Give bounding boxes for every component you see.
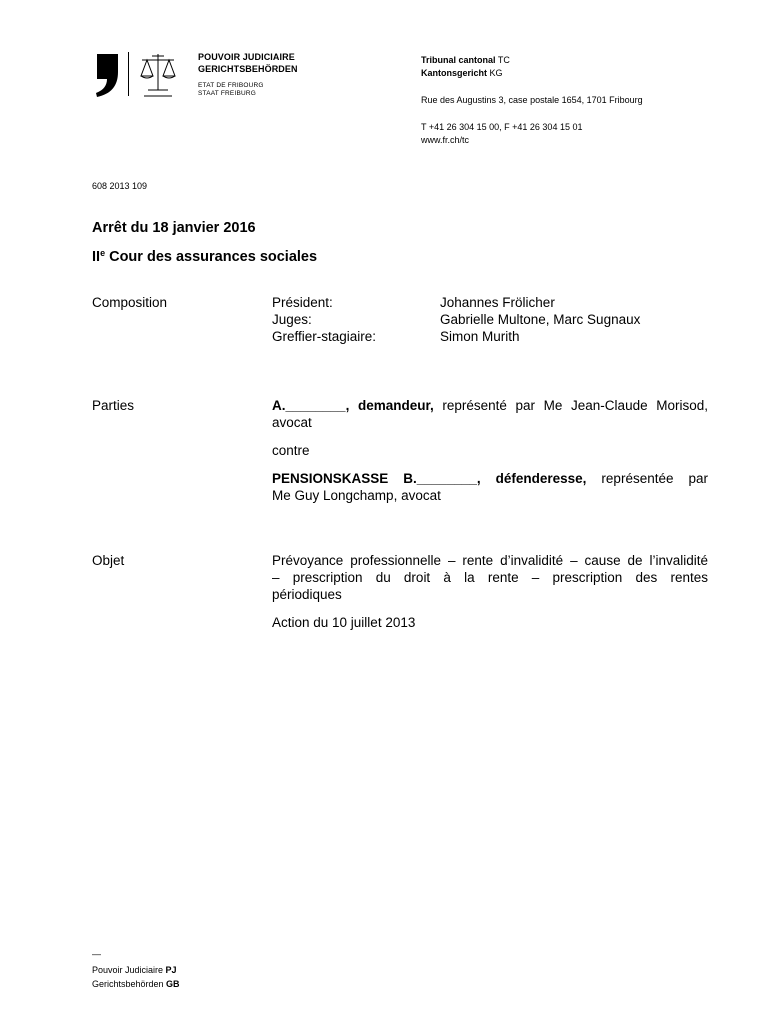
decision-title: Arrêt du 18 janvier 2016 <box>92 220 256 236</box>
defendant-representation: représentée par <box>586 471 708 486</box>
footer-line2 <box>92 978 180 991</box>
plaintiff-name: A.________, demandeur, <box>272 398 434 413</box>
plaintiff-representation: représenté par Me Jean-Claude Morisod, <box>433 398 708 413</box>
plaintiff-line1 <box>272 397 708 414</box>
role-president: Président: <box>272 295 333 310</box>
action-date: Action du 10 juillet 2013 <box>272 615 416 630</box>
org-name-de: GERICHTSBEHÖRDEN <box>198 64 298 74</box>
court-chamber-name: Cour des assurances sociales <box>105 249 318 265</box>
object-label: Objet <box>92 553 125 568</box>
name-clerk: Simon Murith <box>440 329 520 344</box>
composition-label: Composition <box>92 295 168 310</box>
footer-pj-text: Pouvoir Judiciaire <box>92 965 166 975</box>
tribunal-cantonal-abbr: TC <box>497 55 510 65</box>
object-line2: – prescription du droit à la rente – prescription des rentes <box>272 570 708 585</box>
tribunal-cantonal-name: Tribunal cantonal <box>421 55 496 65</box>
footer-gb-bold: GB <box>166 979 180 989</box>
object-line1: Prévoyance professionnelle – rente d’invalidité – cause de l’invalidité <box>272 553 708 568</box>
name-judges: Gabrielle Multone, Marc Sugnaux <box>440 312 641 327</box>
plaintiff-line2: avocat <box>272 415 312 430</box>
role-clerk: Greffier-stagiaire: <box>272 329 377 344</box>
versus: contre <box>272 443 310 458</box>
court-website: www.fr.ch/tc <box>421 135 470 145</box>
defendant-name: PENSIONSKASSE B.________, défenderesse, <box>272 471 587 486</box>
court-chamber-roman: II <box>92 249 101 265</box>
footer-pj-bold: PJ <box>165 965 177 975</box>
state-name-fr: ETAT DE FRIBOURG <box>198 82 264 89</box>
fribourg-comma-logo-icon <box>91 52 121 98</box>
role-judges: Juges: <box>272 312 312 327</box>
footer-line1 <box>92 964 177 977</box>
reference-number: 608 2013 109 <box>92 181 148 191</box>
kantonsgericht <box>421 68 503 79</box>
kantonsgericht-abbr: KG <box>489 68 503 78</box>
kantonsgericht-name: Kantonsgericht <box>421 68 488 78</box>
parties-label: Parties <box>92 398 135 413</box>
defendant-line2: Me Guy Longchamp, avocat <box>272 488 441 503</box>
court-address: Rue des Augustins 3, case postale 1654, 1701 Fribourg <box>421 95 643 105</box>
org-name-fr: POUVOIR JUDICIAIRE <box>198 52 295 62</box>
court-phone: T +41 26 304 15 00, F +41 26 304 15 01 <box>421 122 583 132</box>
tribunal-cantonal <box>421 55 510 66</box>
court-chamber-sup: e <box>100 248 106 258</box>
court-chamber <box>92 248 317 265</box>
footer-gb-text: Gerichtsbehörden <box>92 979 167 989</box>
name-president: Johannes Frölicher <box>440 295 555 310</box>
scales-of-justice-icon <box>138 52 178 98</box>
defendant-line1 <box>272 470 708 487</box>
state-name-de: STAAT FREIBURG <box>198 90 257 97</box>
object-line3: périodiques <box>272 587 342 602</box>
footer-dash: — <box>92 949 101 959</box>
logo-divider <box>128 52 129 96</box>
